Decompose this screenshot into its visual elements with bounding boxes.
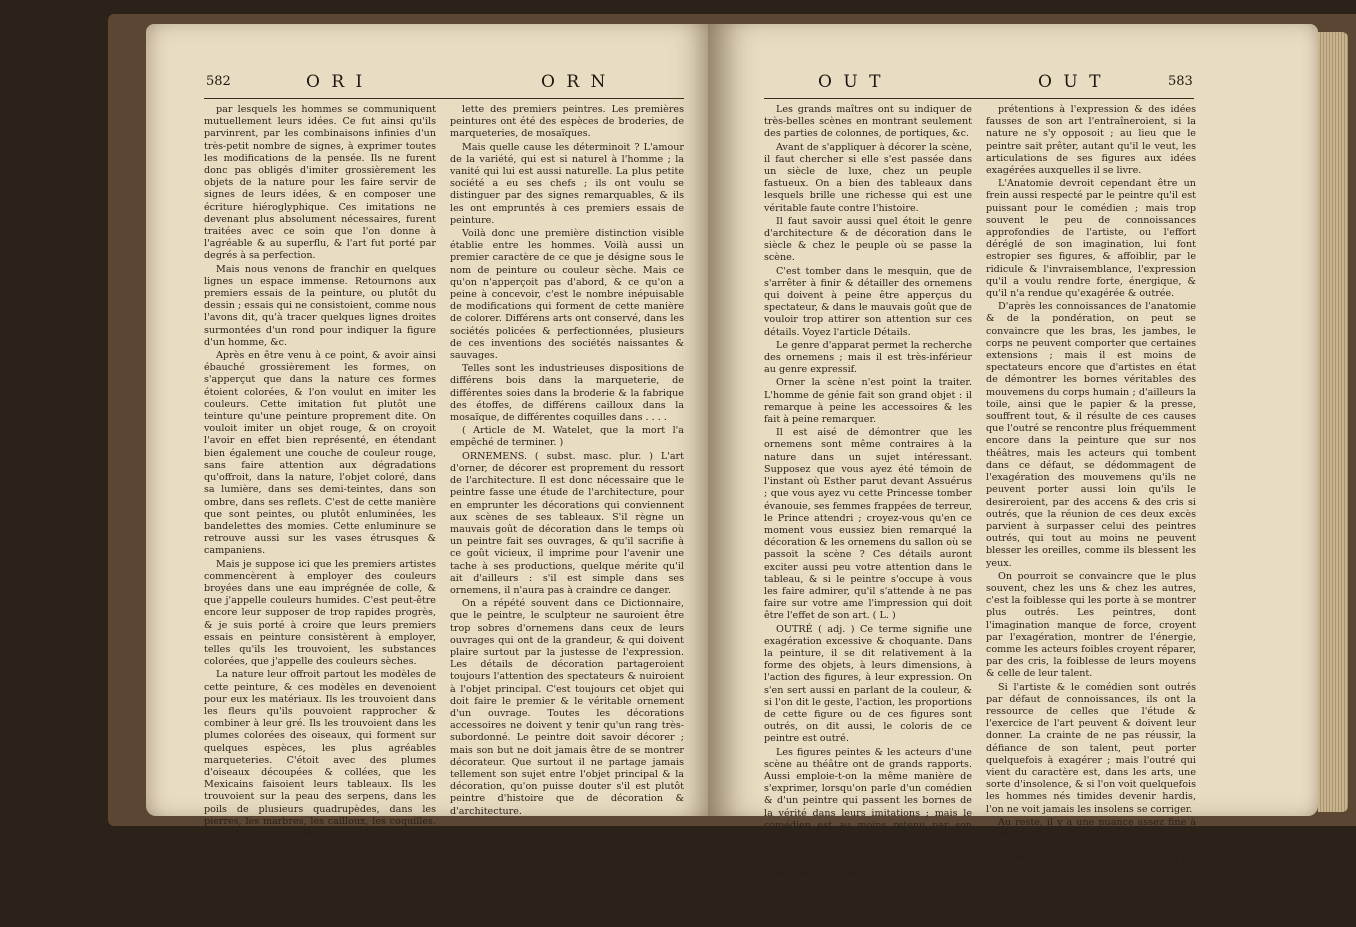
paragraph: OUTRÉ ( adj. ) Ce terme signifie une exagération excessive & choquante. Dans la peinture, il se dit relativement à la forme des objets, à leurs dimensions, à l'action des figures, à leur expression. On s'en sert aussi en parlant de la couleur, & si l'on dit le geste, l'action, les proportions de cette figure ou de ces figures sont outrés, on dit aussi, le coloris de ce peintre est outré. xyxy=(764,623,972,745)
paragraph: Au reste, il y a une nuance assez fine à observer. Les transports des véritables passions forcent quelquefois, pour ainsi dire, les bornes imposées à la nature. Il y a des circonstances où les mouvemens de l'ame ajoutent quelque chose qu'on pourroit regarder comme surnaturel, à la puissance du corps & à celle de l'esprit. Ainsi l'artiste de génie pourroit peut- xyxy=(986,816,1196,926)
paragraph: ( Article de M. Watelet, que la mort l'a empêché de terminer. ) xyxy=(450,425,684,449)
paragraph: D'après les connoissances de l'anatomie & de la pondération, on peut se convaincre que les bras, les jambes, le corps ne peuvent comporter que certaines extensions ; mais il est moins de spectateurs encore que d'artistes en état de démontrer les bornes véritables des mouvemens du corps humain ; d'ailleurs la toile, ainsi que le papier & la presse, souffrent tout, & il résulte de ces causes que l'outré se rencontre plus fréquemment encore dans la peinture que sur nos théâtres, mais les acteurs qui tombent dans ce défaut, se dédommagent de l'exagération des mouvemens qu'ils ne peuvent porter aussi loin qu'ils le desireroient, par des accens & des cris si outrés, que la réunion de ces deux excès parvient à surpasser celui des peintres outrés, qui tout au moins ne peuvent blesser les oreilles, comme ils blessent les yeux. xyxy=(986,301,1196,569)
right-column-1 xyxy=(764,104,972,892)
paragraph: lette des premiers peintres. Les premières peintures ont été des espèces de broderies, de marqueteries, de mosaïques. xyxy=(450,104,684,140)
open-book xyxy=(108,14,1356,926)
paragraph: Si l'artiste & le comédien sont outrés par défaut de connoissances, ils ont la ressource de celles que l'étude & l'exercice de l'art peuvent & doivent leur donner. La crainte de ne pas réussir, la défiance de son talent, peut porter quelquefois à exagérer ; mais l'outré qui vient du caractère est, dans les arts, une sorte d'insolence, & si l'on voit quelquefois les hommes nés timides devenir hardis, l'on ne voit jamais les insolens se corriger. xyxy=(986,681,1196,815)
paragraph: C'est tomber dans le mesquin, que de s'arrêter à finir & détailler des ornemens qui doivent à peine être apperçus du spectateur, & dans le mauvais goût que de vouloir trop attirer son attention sur ces détails. Voyez l'article Détails. xyxy=(764,265,972,338)
paragraph: Les grands maîtres ont su indiquer de très-belles scènes en montrant seulement des parties de colonnes, de portiques, &c. xyxy=(764,104,972,140)
left-page xyxy=(146,24,718,852)
paragraph: La nature leur offroit partout les modèles de cette peinture, & ces modèles en devenoient pour eux les matériaux. Ils les trouvoient dans les fleurs qu'ils pouvoient rapprocher & combiner à leur gré. Ils les trouvoient dans les plumes colorées des oiseaux, qui forment sur quelques espèces, les plus agréables marqueteries. C'étoit avec des plumes d'oiseaux découpées & collées, que les Mexicains faisoient leurs tableaux. Ils les trouvoient sur la peau des serpens, dans les poils de plusieurs quadrupèdes, dans les pierres, les marbres, les cailloux, les coquilles. Ce sont de semblables matériaux qui ont dû former la pa- xyxy=(204,669,436,852)
paragraph: Le genre d'apparat permet la recherche des ornemens ; mais il est très-inférieur au genre expressif. xyxy=(764,339,972,376)
left-column-1 xyxy=(204,104,436,852)
right-head-left: O U T xyxy=(818,72,884,92)
paragraph: ORNEMENS. ( subst. masc. plur. ) L'art d'orner, de décorer est proprement du ressort de l'architecture. Il est donc nécessaire que le peintre fasse une étude de l'architecture, pour en emprunter les décorations qui conviennent aux scènes de ses tableaux. S'il règne un mauvais goût de décoration dans le temps où un peintre fait ses ouvrages, & qu'il sacrifie à ce goût vicieux, il imprime pour l'avenir une tache à ses productions, quelque mérite qu'il ait d'ailleurs : s'il est simple dans ses ornemens, il n'aura pas à craindre ce danger. xyxy=(450,450,684,596)
paragraph: On a répété souvent dans ce Dictionnaire, que le peintre, le sculpteur ne sauroient être trop sobres d'ornemens dans ceux de leurs ouvrages qui ont de la grandeur, & qui doivent plaire surtout par la justesse de l'expression. Les détails de décoration partageroient toujours l'attention des spectateurs & nuiroient à l'objet principal. C'est toujours cet objet qui doit faire le premier & le véritable ornement d'un ouvrage. Toutes les décorations accessoires ne doivent y tenir qu'un rang très-subordonné. Le peintre doit savoir décorer ; mais son but ne doit jamais être de se montrer décorateur. Que surtout il ne partage jamais tellement son sujet entre l'objet principal & la décoration, qu'on puisse douter s'il est plutôt peintre d'histoire que de décoration & d'architecture. xyxy=(450,598,684,817)
right-column-2 xyxy=(986,104,1196,926)
paragraph: prétentions à l'expression & des idées fausses de son art l'entraîneroient, si la nature ne s'y opposoit ; au lieu que le peintre sait prêter, autant qu'il le veut, les articulations de ses figures aux idées exagérées auxquelles il se livre. xyxy=(986,104,1196,177)
paragraph: Après en être venu à ce point, & avoir ainsi ébauché grossièrement les formes, on s'apperçut que dans la nature ces formes étoient colorées, & l'on voulut en imiter les couleurs. Cette imitation fut plutôt une teinture qu'une peinture proprement dite. On vouloit imiter un objet rouge, & on croyoit l'avoir en effet bien représenté, en étendant bien également une couche de couleur rouge, sans faire attention aux dégradations qu'offroit, dans la nature, l'objet coloré, dans sa lumière, dans ses demi-teintes, dans son ombre, dans ses reflets. C'est de cette manière que sont peintes, ou plutôt enluminées, les bandelettes des momies. Cette enluminure se retrouve aussi sur les vases étrusques & campaniens. xyxy=(204,350,436,557)
right-running-head xyxy=(708,72,1308,96)
page-edges xyxy=(1318,32,1348,812)
paragraph: Voilà donc une première distinction visible établie entre les hommes. Voilà aussi un premier caractère de ce que je désigne sous le nom de peinture ou couleur sèche. Mais ce qu'on n'apperçoit pas d'abord, & ce qu'on a peine à concevoir, c'est le nombre inépuisable de modifications qui forment de cette manière de colorer. Différens arts ont conservé, dans les sociétés policées & perfectionnées, plusieurs de ces inventions des sociétés naissantes & sauvages. xyxy=(450,228,684,362)
left-running-head xyxy=(146,72,706,96)
left-column-2 xyxy=(450,104,684,817)
right-page-number: 583 xyxy=(1168,74,1193,89)
paragraph: On pourroit se convaincre que le plus souvent, chez les uns & chez les autres, c'est la foiblesse qui les porte à se montrer plus outrés. Les peintres, dont l'imagination manque de force, croyent par l'exagération, montrer de l'énergie, comme les acteurs foibles croyent réparer, par des cris, la foiblesse de leurs moyens & celle de leur talent. xyxy=(986,570,1196,680)
paragraph: Mais quelle cause les déterminoit ? L'amour de la variété, qui est si naturel à l'homme ; la vanité qui lui est aussi naturelle. La plus petite société a eu ses chefs ; ils ont voulu se distinguer par des signes remarquables, & ils les ont empruntés à ces premiers essais de peinture. xyxy=(450,141,684,226)
left-head-right: O R N xyxy=(541,72,609,92)
right-head-rule xyxy=(764,98,1194,99)
paragraph: Les figures peintes & les acteurs d'une scène au théâtre ont de grands rapports. Aussi emploie-t-on la même manière de s'exprimer, lorsqu'on parle d'un comédien & d'un peintre qui passent les bornes de la vérité dans leurs imitations ; mais le comédien est au moins retenu par son organisation, dans les mouvemens outrés, auxquels il pourroit s'abandonner ; sa structure se refuse à des dislocations de membres, auxquelles l'on voit souvent que ses xyxy=(764,746,972,892)
left-head-left: O R I xyxy=(306,72,366,92)
paragraph: Mais nous venons de franchir en quelques lignes un espace immense. Retournons aux premiers essais de la peinture, ou plutôt du dessin ; essais qui ne consistoient, comme nous l'avons dit, qu'à tracer quelques lignes droites surmontées d'un rond pour indiquer la figure d'un homme, &c. xyxy=(204,263,436,348)
paragraph: L'Anatomie devroit cependant être un frein aussi respecté par le peintre qu'il est puissant pour le comédien ; mais trop souvent le peu de connoissances approfondies de l'artiste, ou l'effort déréglé de son imagination, lui font estropier ses figures, & affoiblir, par le ridicule & l'invraisemblance, l'expression qu'il a voulu rendre forte, énergique, & qu'il n'a rendue qu'exagérée & outrée. xyxy=(986,178,1196,300)
paragraph: par lesquels les hommes se communiquent mutuellement leurs idées. Ce fut ainsi qu'ils parvinrent, par les combinaisons infinies d'un très-petit nombre de signes, à exprimer toutes les modifications de la pensée. Ils ne furent donc pas obligés d'imiter grossièrement les objets de la nature pour les faire servir de signes de leurs idées, & en composer une écriture hiéroglyphique. Ces imitations ne devenant plus absolument nécessaires, furent traitées avec ce soin que l'on donne à l'agréable & au superflu, & l'art fut porté par degrés à sa perfection. xyxy=(204,104,436,262)
right-page xyxy=(708,24,1318,926)
right-head-right: O U T xyxy=(1038,72,1104,92)
paragraph: Il faut savoir aussi quel étoit le genre d'architecture & de décoration dans le siècle & chez le peuple où se passe la scène. xyxy=(764,215,972,264)
left-head-rule xyxy=(204,98,684,99)
paragraph: Orner la scène n'est point la traiter. L'homme de génie fait son grand objet : il remarque à peine les accessoires & les fait à peine remarquer. xyxy=(764,377,972,426)
paragraph: Mais je suppose ici que les premiers artistes commencèrent à employer des couleurs broyées dans une eau imprégnée de colle, & que j'appelle couleurs humides. C'est peut-être encore leur supposer de trop rapides progrès, & je suis porté à croire que leurs premiers essais en peinture consistèrent à employer, telles qu'ils les trouvoient, les substances colorées, que j'appelle des couleurs sèches. xyxy=(204,558,436,668)
left-page-number: 582 xyxy=(206,74,231,89)
paragraph: Avant de s'appliquer à décorer la scène, il faut chercher si elle s'est passée dans un siècle de luxe, chez un peuple fastueux. On a bien des tableaux dans lesquels brille une richesse qui est une véritable faute contre l'histoire. xyxy=(764,141,972,214)
paragraph: Il est aisé de démontrer que les ornemens sont même contraires à la nature dans un sujet intéressant. Supposez que vous ayez été témoin de l'instant où Esther parut devant Assuérus ; que vous ayez vu cette Princesse tomber évanouie, ses femmes frappées de terreur, le Prince attendri ; croyez-vous qu'en ce moment vous eussiez bien remarqué la décoration & les ornemens du sallon où se passoit la scène ? Ces détails auront exciter aussi peu votre attention dans le tableau, & si le peintre s'occupe à vous les faire admirer, qu'il s'attende à ne pas faire sur votre ame l'impression qui doit être l'effet de son art. ( L. ) xyxy=(764,427,972,622)
paragraph: Telles sont les industrieuses dispositions de différens bois dans la marqueterie, de différentes soies dans la broderie & la fabrique des étoffes, de différens cailloux dans la mosaïque, de différentes coquilles dans . . . . xyxy=(450,363,684,424)
